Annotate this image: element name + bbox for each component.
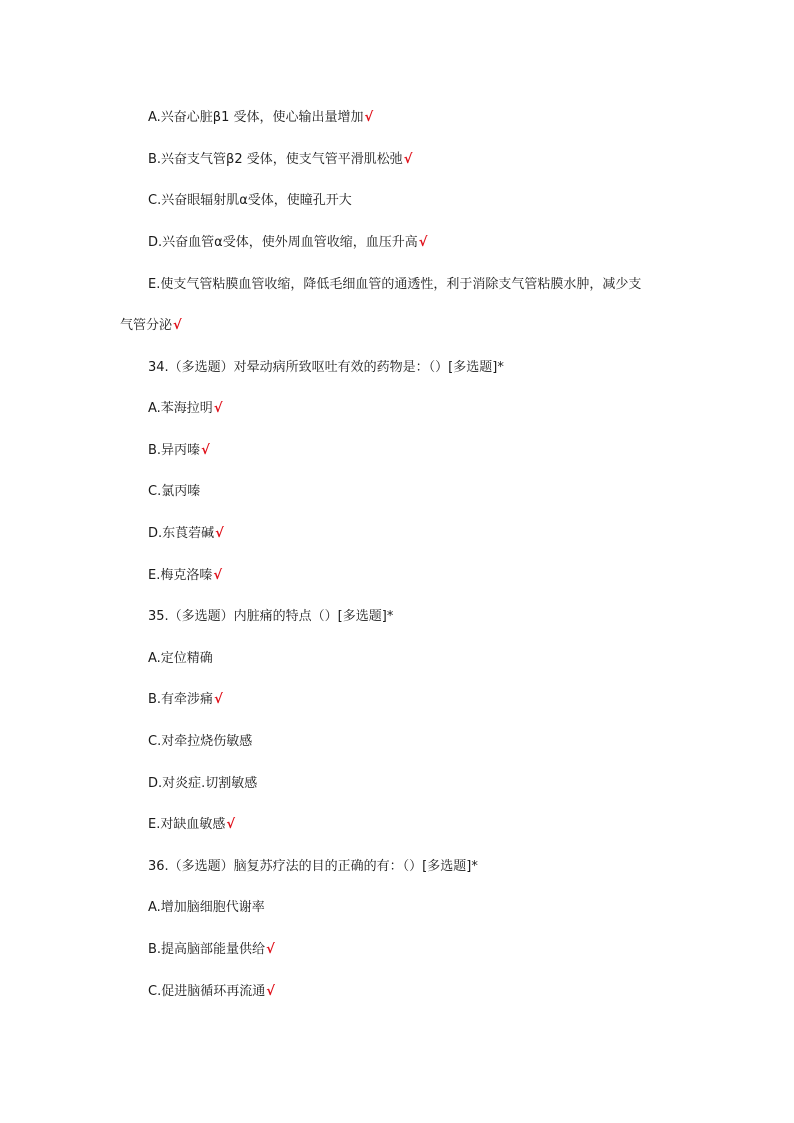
option-line: [148, 276, 641, 294]
option-text: E.梅克洛嗪: [148, 568, 213, 583]
correct-check-icon: √: [266, 984, 275, 999]
option-text: E.对缺血敏感: [148, 817, 226, 832]
option-line: [148, 400, 222, 418]
option-line: [148, 525, 224, 543]
correct-check-icon: √: [173, 318, 182, 333]
option-line: [148, 650, 213, 668]
correct-check-icon: √: [201, 443, 210, 458]
correct-check-icon: √: [213, 401, 223, 416]
option-text: B.有牵涉痛: [148, 692, 214, 707]
option-line: [148, 691, 223, 709]
option-line: [148, 234, 427, 252]
option-text: A.兴奋心脏β1 受体，使心输出量增加: [148, 110, 364, 125]
question-title: [148, 359, 504, 377]
option-line: [148, 442, 210, 460]
option-line: [148, 775, 257, 793]
option-line: [148, 109, 373, 127]
correct-check-icon: √: [215, 526, 224, 541]
question-title: [148, 858, 478, 876]
correct-check-icon: √: [226, 817, 236, 832]
option-text: D.对炎症.切割敏感: [148, 776, 258, 791]
correct-check-icon: √: [266, 942, 275, 957]
option-text: D.东莨菪碱: [148, 526, 215, 541]
option-text: B.兴奋支气管β2 受体，使支气管平滑肌松弛: [148, 152, 403, 167]
option-text: C.氯丙嗪: [148, 484, 201, 499]
correct-check-icon: √: [213, 568, 223, 583]
option-text: A.增加脑细胞代谢率: [148, 900, 265, 915]
question-title: [148, 608, 393, 626]
option-line: [148, 151, 412, 169]
option-line-continuation: [120, 317, 182, 335]
option-text: C.对牵拉烧伤敏感: [148, 734, 253, 749]
option-text: E.使支气管粘膜血管收缩，降低毛细血管的通透性，利于消除支气管粘膜水肿，减少支: [148, 277, 642, 292]
correct-check-icon: √: [418, 235, 428, 250]
correct-check-icon: √: [214, 692, 223, 707]
option-line: [148, 567, 222, 585]
option-line: [148, 733, 252, 751]
option-line: [148, 941, 275, 959]
option-text: D.兴奋血管α受体，使外周血管收缩，血压升高: [148, 235, 418, 250]
option-text: B.异丙嗪: [148, 443, 201, 458]
option-line: [148, 483, 200, 501]
option-line: [148, 983, 275, 1001]
option-text: C.兴奋眼辐射肌α受体，使瞳孔开大: [148, 193, 352, 208]
option-text: A.苯海拉明: [148, 401, 213, 416]
correct-check-icon: √: [364, 110, 374, 125]
option-line: [148, 816, 235, 834]
option-line: [148, 899, 265, 917]
option-text: C.促进脑循环再流通: [148, 984, 266, 999]
question-text: 34.（多选题）对晕动病所致呕吐有效的药物是：（）[多选题]*: [148, 360, 504, 375]
option-text: B.提高脑部能量供给: [148, 942, 266, 957]
question-text: 35.（多选题）内脏痛的特点（）[多选题]*: [148, 609, 394, 624]
option-text: 气管分泌: [120, 318, 173, 333]
option-text: A.定位精确: [148, 651, 213, 666]
correct-check-icon: √: [403, 152, 413, 167]
question-text: 36.（多选题）脑复苏疗法的目的正确的有：（）[多选题]*: [148, 859, 478, 874]
option-line: [148, 192, 352, 210]
